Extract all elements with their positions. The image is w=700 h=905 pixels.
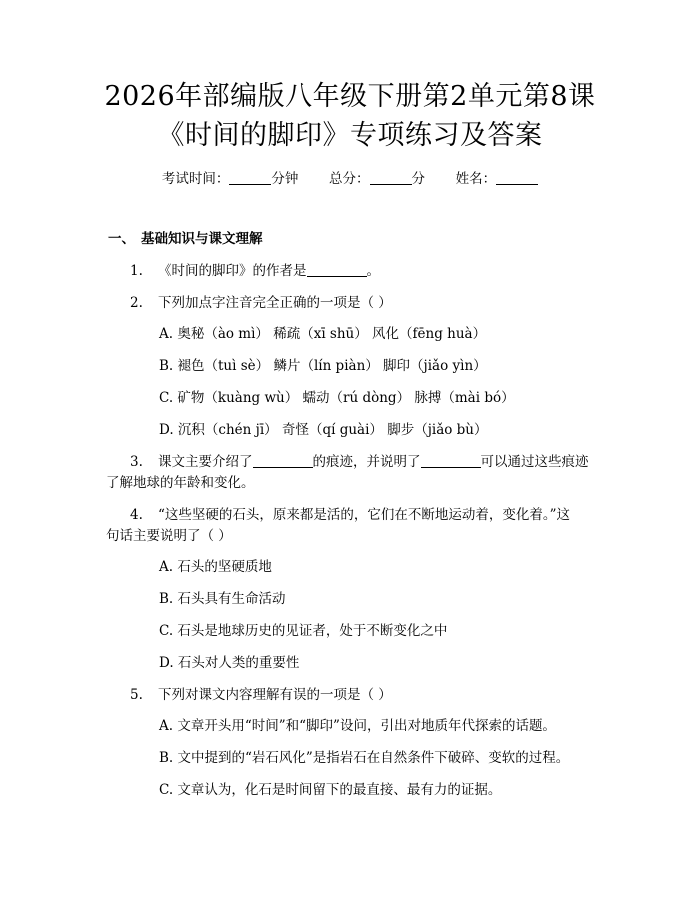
question-1 [130, 261, 380, 281]
answer-blank[interactable] [307, 262, 367, 277]
question-text: 下列加点字注音完全正确的一项是（ ） [158, 295, 392, 311]
question-text-end: 。 [366, 263, 380, 279]
question-4 [130, 505, 570, 525]
option-a[interactable]: A. 奥秘（ào mì） 稀疏（xī shū） 风化（fēng huà） [159, 326, 487, 342]
section-title: 基础知识与课文理解 [141, 231, 263, 247]
option-d[interactable]: D. 石头对人类的重要性 [159, 655, 300, 671]
name-blank[interactable] [496, 170, 538, 185]
question-number: 3. [130, 454, 143, 470]
option-b[interactable]: B. 褪色（tuì sè） 鳞片（lín piàn） 脚印（jiǎo yìn） [159, 358, 487, 374]
option-d[interactable]: D. 沉积（chén jī） 奇怪（qí guài） 脚步（jiǎo bù） [159, 422, 488, 438]
question-number: 1. [130, 263, 143, 279]
question-text-mid: 的痕迹，并说明了 [312, 454, 421, 470]
answer-blank-1[interactable] [253, 453, 313, 468]
question-5 [130, 685, 392, 705]
option-a[interactable]: A. 文章开头用“时间”和“脚印”设问，引出对地质年代探索的话题。 [159, 718, 556, 734]
question-number: 2. [130, 295, 143, 311]
section-number: 一、 [108, 231, 135, 247]
option-c[interactable]: C. 文章认为，化石是时间留下的最直接、最有力的证据。 [159, 782, 502, 798]
question-4-continuation: 句话主要说明了（ ） [106, 528, 232, 544]
score-blank[interactable] [370, 170, 412, 185]
name-label: 姓名： [455, 171, 497, 187]
question-2 [130, 293, 392, 313]
question-text-end: 可以通过这些痕迹 [480, 454, 589, 470]
option-c[interactable]: C. 石头是地球历史的见证者，处于不断变化之中 [159, 623, 448, 639]
question-text: 《时间的脚印》的作者是 [158, 263, 307, 279]
page-title-line2: 《时间的脚印》专项练习及答案 [157, 120, 543, 151]
question-3-continuation: 了解地球的年龄和变化。 [106, 475, 255, 491]
question-text: 下列对课文内容理解有误的一项是（ ） [158, 687, 392, 703]
page-title-line1: 2026年部编版八年级下册第2单元第8课 [104, 81, 596, 112]
option-c[interactable]: C. 矿物（kuàng wù） 蠕动（rú dòng） 脉搏（mài bó） [159, 390, 515, 406]
section-heading [108, 229, 263, 249]
option-b[interactable]: B. 石头具有生命活动 [159, 591, 286, 607]
question-number: 4. [130, 507, 143, 523]
score-label: 总分： [329, 171, 370, 187]
question-number: 5. [130, 687, 143, 703]
exam-info-row [0, 169, 700, 189]
option-b[interactable]: B. 文中提到的“岩石风化”是指岩石在自然条件下破碎、变软的过程。 [159, 750, 570, 766]
question-text: 课文主要介绍了 [158, 454, 253, 470]
question-text: “这些坚硬的石头，原来都是活的，它们在不断地运动着，变化着。”这 [158, 507, 571, 523]
time-label: 考试时间： [161, 171, 230, 187]
option-a[interactable]: A. 石头的坚硬质地 [159, 559, 272, 575]
answer-blank-2[interactable] [421, 453, 481, 468]
score-unit: 分 [411, 171, 425, 187]
question-3 [130, 452, 589, 472]
time-unit: 分钟 [271, 171, 299, 187]
time-blank[interactable] [229, 170, 271, 185]
